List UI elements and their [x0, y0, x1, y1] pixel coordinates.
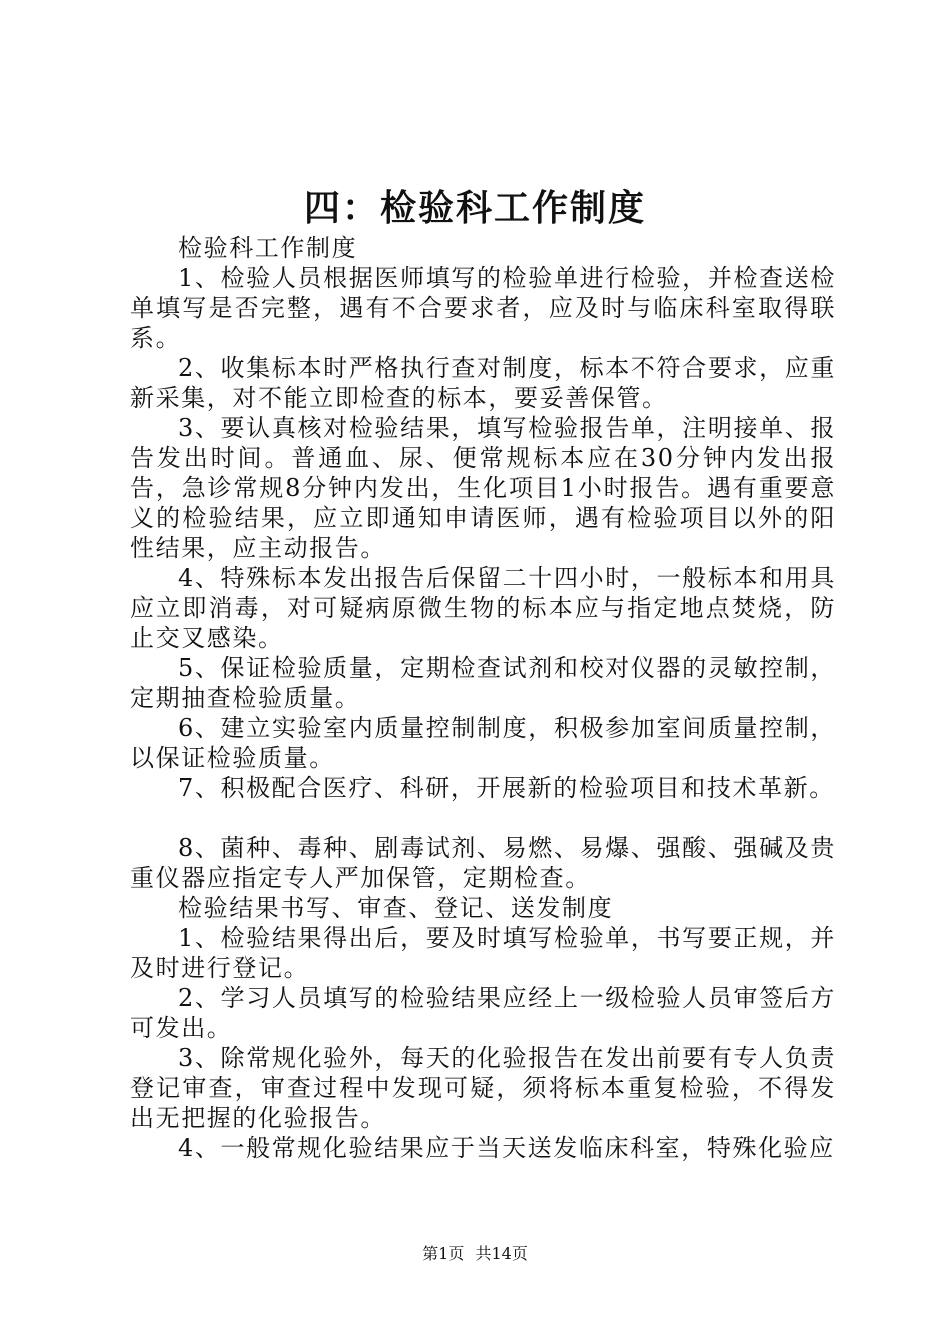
paragraph: 5、保证检验质量，定期检查试剂和校对仪器的灵敏控制，定期抽查检验质量。	[130, 654, 836, 712]
paragraph: 6、建立实验室内质量控制制度，积极参加室间质量控制，以保证检验质量。	[130, 714, 836, 772]
page-footer	[0, 1243, 950, 1265]
paragraph: 7、积极配合医疗、科研，开展新的检验项目和技术革新。	[178, 774, 835, 802]
section-heading: 检验结果书写、审查、登记、送发制度	[178, 894, 614, 922]
document-body	[130, 233, 836, 1163]
paragraph: 1、检验结果得出后，要及时填写检验单，书写要正规，并及时进行登记。	[130, 924, 836, 982]
paragraph: 4、一般常规化验结果应于当天送发临床科室，特殊化验应	[178, 1134, 835, 1162]
paragraph: 2、收集标本时严格执行查对制度，标本不符合要求，应重新采集，对不能立即检查的标本，要妥善保管。	[130, 354, 836, 412]
paragraph: 1、检验人员根据医师填写的检验单进行检验，并检查送检单填写是否完整，遇有不合要求者，应及时与临床科室取得联系。	[130, 264, 836, 352]
paragraph: 8、菌种、毒种、剧毒试剂、易燃、易爆、强酸、强碱及贵重仪器应指定专人严加保管，定期检查。	[130, 834, 836, 892]
document-title: 四：检验科工作制度	[303, 187, 646, 229]
paragraph: 3、除常规化验外，每天的化验报告在发出前要有专人负责登记审查，审查过程中发现可疑，须将标本重复检验，不得发出无把握的化验报告。	[130, 1044, 836, 1132]
page-total: 共14页	[475, 1244, 528, 1263]
paragraph: 4、特殊标本发出报告后保留二十四小时，一般标本和用具应立即消毒，对可疑病原微生物的标本应与指定地点焚烧，防止交叉感染。	[130, 564, 836, 652]
section-heading: 检验科工作制度	[178, 234, 358, 262]
paragraph: 2、学习人员填写的检验结果应经上一级检验人员审签后方可发出。	[130, 984, 836, 1042]
paragraph: 3、要认真核对检验结果，填写检验报告单，注明接单、报告发出时间。普通血、尿、便常规标本应在30分钟内发出报告，急诊常规8分钟内发出，生化项目1小时报告。遇有重要意义的检验结果，应立即通知申请医师，遇有检验项目以外的阳性结果，应主动报告。	[130, 414, 836, 562]
page-number: 第1页	[422, 1244, 465, 1263]
